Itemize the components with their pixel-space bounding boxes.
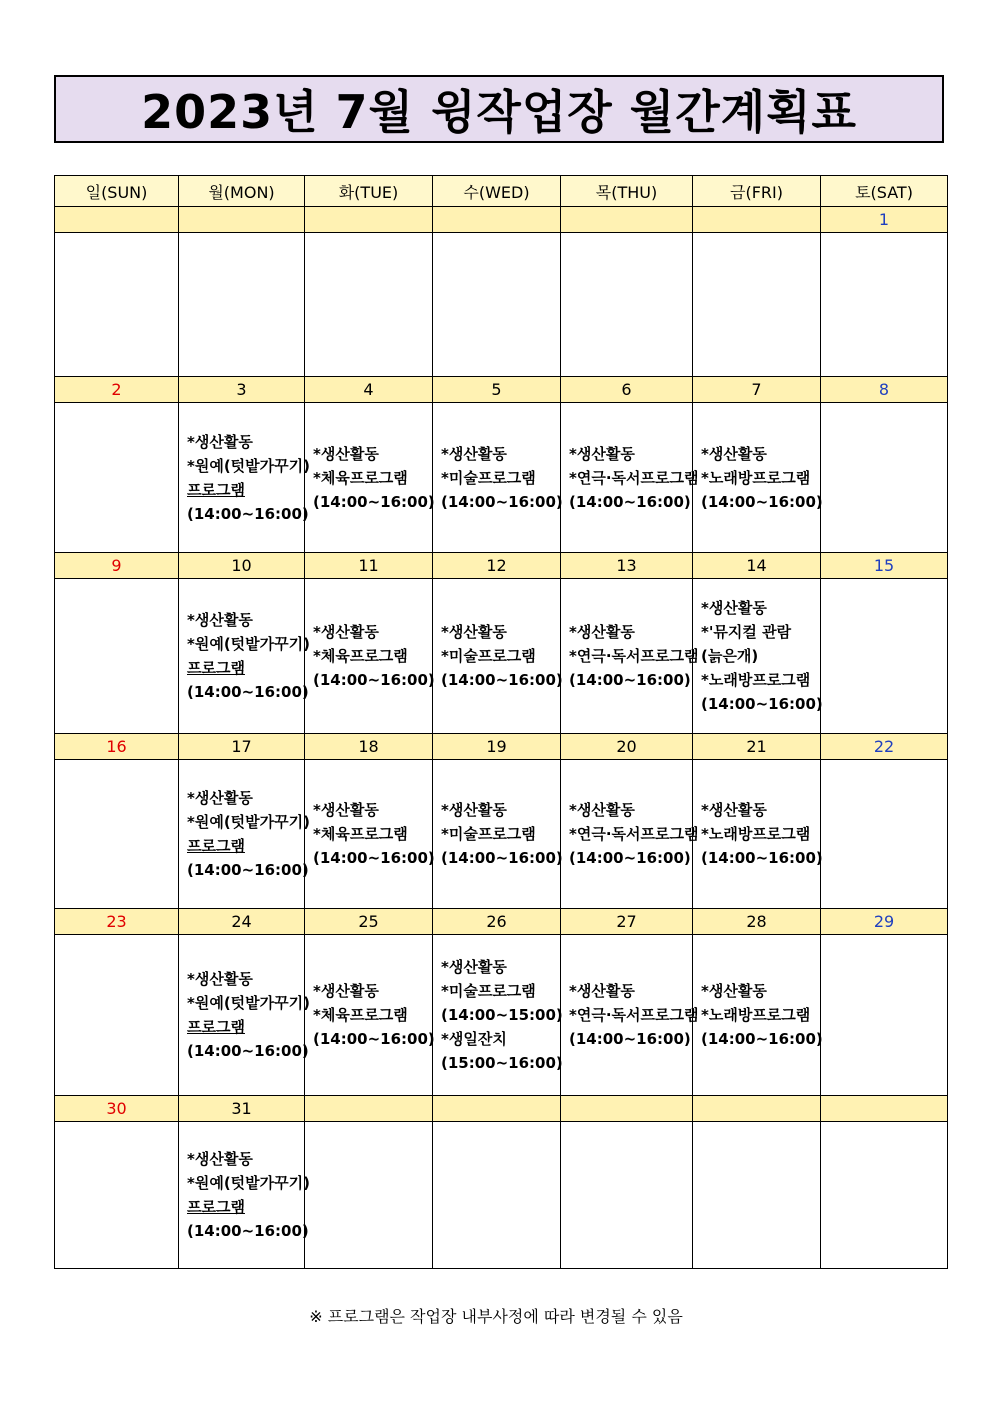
date-row <box>55 553 948 579</box>
schedule-item: (14:00~16:00) <box>701 849 823 867</box>
schedule-row <box>55 403 948 553</box>
schedule-cell <box>561 403 699 553</box>
schedule-item: *원예(텃밭가꾸기) <box>187 994 310 1012</box>
schedule-item: (14:00~16:00) <box>441 849 563 867</box>
schedule-row <box>55 233 948 377</box>
schedule-item: *연극·독서프로그램 <box>569 1006 699 1024</box>
date-cell: 16 <box>55 734 179 760</box>
schedule-item: (14:00~16:00) <box>441 671 563 689</box>
schedule-cell <box>821 403 948 553</box>
schedule-item: *생산활동 <box>569 623 635 641</box>
schedule-cell <box>433 579 561 734</box>
date-cell: 11 <box>305 553 433 579</box>
date-cell: 1 <box>821 207 948 233</box>
date-cell: 15 <box>821 553 948 579</box>
schedule-item: *체육프로그램 <box>313 1006 408 1024</box>
date-cell: 31 <box>179 1096 305 1122</box>
date-row <box>55 207 948 233</box>
date-cell <box>433 1096 561 1122</box>
date-cell: 2 <box>55 377 179 403</box>
date-cell <box>55 207 179 233</box>
date-row <box>55 1096 948 1122</box>
schedule-item: *연극·독서프로그램 <box>569 647 699 665</box>
schedule-row <box>55 1122 948 1269</box>
schedule-cell <box>305 760 433 909</box>
schedule-item: 프로그램 <box>187 1198 245 1216</box>
schedule-cell <box>179 403 310 553</box>
schedule-cell <box>693 579 821 734</box>
date-cell <box>561 207 693 233</box>
schedule-item: *생산활동 <box>313 982 379 1000</box>
schedule-item: *생산활동 <box>441 444 507 463</box>
date-cell: 29 <box>821 909 948 935</box>
schedule-cell <box>693 233 821 377</box>
schedule-item: (14:00~16:00) <box>187 504 309 523</box>
schedule-cell <box>179 233 305 377</box>
date-row <box>55 377 948 403</box>
date-cell: 17 <box>179 734 305 760</box>
schedule-item: *생산활동 <box>701 444 767 463</box>
date-cell <box>561 1096 693 1122</box>
date-cell: 30 <box>55 1096 179 1122</box>
calendar-table <box>54 175 948 1269</box>
schedule-cell <box>305 403 433 553</box>
schedule-item: *생산활동 <box>569 982 635 1000</box>
date-cell: 3 <box>179 377 305 403</box>
schedule-item: *생산활동 <box>313 801 379 819</box>
schedule-item: *연극·독서프로그램 <box>569 468 699 487</box>
date-cell <box>179 207 305 233</box>
schedule-item: *미술프로그램 <box>441 982 536 1000</box>
schedule-item: 프로그램 <box>187 480 245 499</box>
schedule-item: 프로그램 <box>187 837 245 855</box>
schedule-cell <box>693 760 821 909</box>
schedule-item: (14:00~16:00) <box>187 1042 309 1060</box>
page-title: 2023년 7월 윙작업장 월간계획표 <box>141 85 857 139</box>
schedule-cell <box>179 760 310 909</box>
weekday-sat: 토(SAT) <box>821 176 948 207</box>
schedule-item: (14:00~16:00) <box>313 492 435 511</box>
schedule-item: *생산활동 <box>701 599 767 617</box>
date-cell <box>305 1096 433 1122</box>
schedule-cell <box>55 935 179 1096</box>
schedule-cell <box>693 1122 821 1269</box>
date-cell: 10 <box>179 553 305 579</box>
schedule-item: (14:00~16:00) <box>313 671 435 689</box>
schedule-item: *원예(텃밭가꾸기) <box>187 813 310 831</box>
schedule-item: (14:00~16:00) <box>313 849 435 867</box>
date-cell: 6 <box>561 377 693 403</box>
date-row <box>55 734 948 760</box>
footnote: ※ 프로그램은 작업장 내부사정에 따라 변경될 수 있음 <box>309 1307 683 1326</box>
schedule-item: *생산활동 <box>701 982 767 1000</box>
date-cell: 18 <box>305 734 433 760</box>
date-cell: 8 <box>821 377 948 403</box>
date-cell <box>693 1096 821 1122</box>
date-cell: 21 <box>693 734 821 760</box>
schedule-item: *생산활동 <box>701 801 767 819</box>
schedule-cell <box>693 935 821 1096</box>
weekday-wed: 수(WED) <box>433 176 561 207</box>
schedule-cell <box>433 233 561 377</box>
schedule-item: *노래방프로그램 <box>701 468 811 487</box>
schedule-cell <box>179 1122 310 1269</box>
schedule-item: *생산활동 <box>441 623 507 641</box>
schedule-item: *생산활동 <box>441 801 507 819</box>
weekday-sun: 일(SUN) <box>55 176 179 207</box>
date-cell: 14 <box>693 553 821 579</box>
schedule-item: *원예(텃밭가꾸기) <box>187 1174 310 1192</box>
schedule-item: *생산활동 <box>187 432 253 451</box>
schedule-item: (14:00~16:00) <box>701 695 823 713</box>
weekday-fri: 금(FRI) <box>693 176 821 207</box>
date-cell <box>821 1096 948 1122</box>
schedule-cell <box>55 1122 179 1269</box>
schedule-item: *노래방프로그램 <box>701 671 811 689</box>
title-box <box>54 75 944 143</box>
schedule-item: *체육프로그램 <box>313 825 408 843</box>
date-cell: 22 <box>821 734 948 760</box>
schedule-cell <box>55 403 179 553</box>
schedule-item: *원예(텃밭가꾸기) <box>187 456 310 475</box>
schedule-item: (14:00~16:00) <box>187 861 309 879</box>
date-cell: 25 <box>305 909 433 935</box>
date-cell: 5 <box>433 377 561 403</box>
schedule-item: *생산활동 <box>187 1150 253 1168</box>
schedule-cell <box>55 233 179 377</box>
schedule-cell <box>305 1122 433 1269</box>
schedule-cell <box>561 233 693 377</box>
date-cell: 28 <box>693 909 821 935</box>
schedule-cell <box>561 1122 693 1269</box>
schedule-cell <box>561 760 699 909</box>
schedule-cell <box>433 403 561 553</box>
schedule-item: (14:00~16:00) <box>569 1030 691 1048</box>
schedule-item: *'뮤지컬 관람 <box>701 623 792 641</box>
schedule-cell <box>433 760 561 909</box>
weekday-thu: 목(THU) <box>561 176 693 207</box>
schedule-cell <box>821 1122 948 1269</box>
schedule-item: (14:00~16:00) <box>187 683 309 701</box>
weekday-mon: 월(MON) <box>179 176 305 207</box>
date-cell <box>433 207 561 233</box>
schedule-cell <box>55 760 179 909</box>
date-cell: 4 <box>305 377 433 403</box>
schedule-item: *생산활동 <box>187 789 253 807</box>
schedule-cell <box>433 1122 561 1269</box>
schedule-item: *생산활동 <box>187 611 253 629</box>
schedule-cell <box>433 935 561 1096</box>
schedule-row <box>55 579 948 734</box>
schedule-item: (14:00~15:00) <box>441 1006 563 1024</box>
date-cell: 20 <box>561 734 693 760</box>
schedule-item: *생산활동 <box>313 623 379 641</box>
schedule-cell <box>179 935 310 1096</box>
schedule-cell <box>561 935 699 1096</box>
schedule-item: *미술프로그램 <box>441 825 536 843</box>
schedule-item: (14:00~16:00) <box>701 492 823 511</box>
schedule-item: (14:00~16:00) <box>569 671 691 689</box>
schedule-item: 프로그램 <box>187 659 245 677</box>
schedule-item: (14:00~16:00) <box>441 492 563 511</box>
date-cell: 24 <box>179 909 305 935</box>
date-cell: 26 <box>433 909 561 935</box>
date-cell: 12 <box>433 553 561 579</box>
schedule-item: (15:00~16:00) <box>441 1054 563 1072</box>
schedule-item: (14:00~16:00) <box>569 492 691 511</box>
schedule-item: *생산활동 <box>441 958 507 976</box>
schedule-item: *생일잔치 <box>441 1030 507 1048</box>
schedule-row <box>55 935 948 1096</box>
schedule-cell <box>305 579 433 734</box>
schedule-cell <box>821 233 948 377</box>
schedule-item: *생산활동 <box>187 970 253 988</box>
date-row <box>55 909 948 935</box>
schedule-item: (14:00~16:00) <box>701 1030 823 1048</box>
schedule-item: (14:00~16:00) <box>187 1222 309 1240</box>
schedule-item: 프로그램 <box>187 1018 245 1036</box>
date-cell <box>693 207 821 233</box>
schedule-cell <box>55 579 179 734</box>
schedule-cell <box>561 579 699 734</box>
schedule-cell <box>821 760 948 909</box>
weekday-header-row <box>55 176 948 207</box>
schedule-item: *생산활동 <box>313 444 379 463</box>
schedule-item: *미술프로그램 <box>441 647 536 665</box>
schedule-item: *체육프로그램 <box>313 647 408 665</box>
schedule-cell <box>821 935 948 1096</box>
schedule-item: *연극·독서프로그램 <box>569 825 699 843</box>
schedule-item: (늙은개) <box>701 647 759 665</box>
schedule-item: *노래방프로그램 <box>701 1006 811 1024</box>
schedule-item: *생산활동 <box>569 444 635 463</box>
schedule-cell <box>693 403 821 553</box>
date-cell <box>305 207 433 233</box>
schedule-item: *노래방프로그램 <box>701 825 811 843</box>
schedule-cell <box>821 579 948 734</box>
schedule-item: *생산활동 <box>569 801 635 819</box>
date-cell: 27 <box>561 909 693 935</box>
schedule-item: *미술프로그램 <box>441 468 536 487</box>
date-cell: 7 <box>693 377 821 403</box>
date-cell: 13 <box>561 553 693 579</box>
schedule-cell <box>179 579 310 734</box>
weekday-tue: 화(TUE) <box>305 176 433 207</box>
date-cell: 9 <box>55 553 179 579</box>
schedule-item: *체육프로그램 <box>313 468 408 487</box>
schedule-cell <box>305 233 433 377</box>
date-cell: 23 <box>55 909 179 935</box>
schedule-cell <box>305 935 433 1096</box>
date-cell: 19 <box>433 734 561 760</box>
schedule-item: (14:00~16:00) <box>569 849 691 867</box>
schedule-item: (14:00~16:00) <box>313 1030 435 1048</box>
schedule-item: *원예(텃밭가꾸기) <box>187 635 310 653</box>
schedule-row <box>55 760 948 909</box>
